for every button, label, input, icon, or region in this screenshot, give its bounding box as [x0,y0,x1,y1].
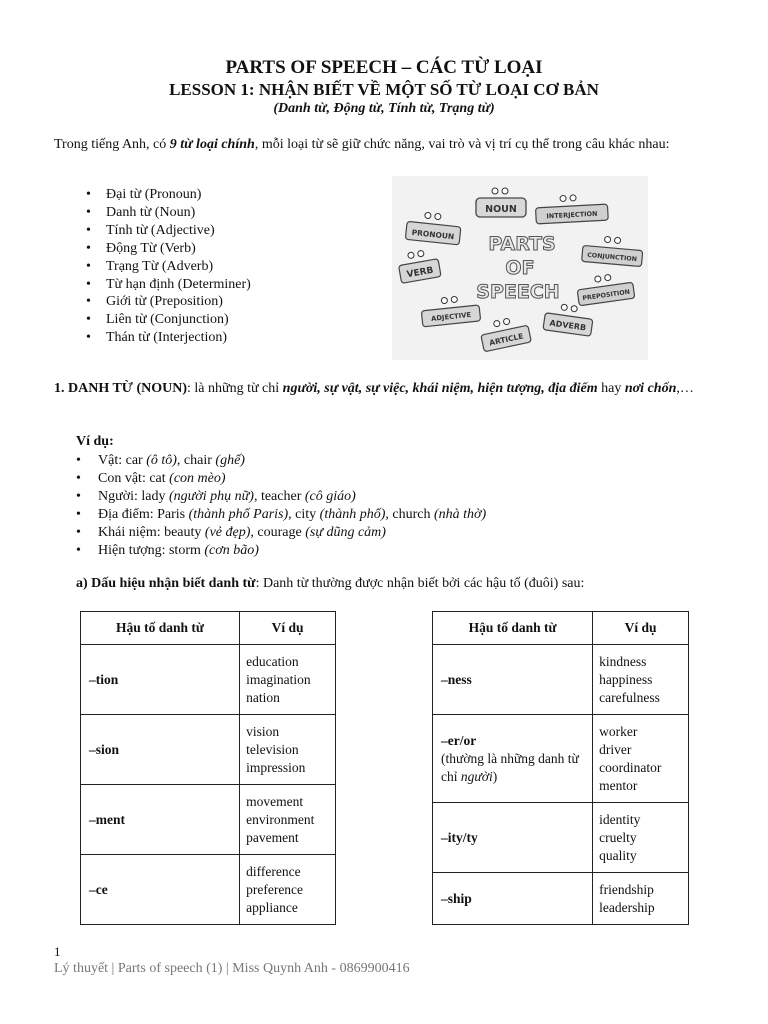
verb-label: VERB [406,265,435,281]
word-type-item: • Liên từ (Conjunction) [86,311,251,329]
example-item: • Hiện tượng: storm (cơn bão) [76,542,486,560]
table-row [81,855,336,925]
words-cell: education imagination nation [240,645,336,715]
center-speech: SPEECH [476,281,560,303]
suffix-cell: –ity/ty [433,803,593,873]
header-example: Ví dụ [240,612,336,645]
noun-def-text: : là những từ chỉ [187,381,283,396]
table-header-row [81,612,336,645]
page-footer: Lý thuyết | Parts of speech (1) | Miss Quynh Anh - 0869900416 [54,961,410,976]
header-example: Ví dụ [593,612,689,645]
intro-text-post: , mỗi loại từ sẽ giữ chức năng, vai trò và vị trí cụ thể trong câu khác nhau: [254,137,670,152]
noun-definition [54,380,704,398]
intro-emphasis: 9 từ loại chính [169,137,255,152]
page-title: PARTS OF SPEECH – CÁC TỪ LOẠI [225,57,543,78]
word-type-item: • Tính từ (Adjective) [86,222,251,240]
adverb-label: ADVERB [548,318,587,333]
table-row [433,645,689,715]
word-type-item: • Thán từ (Interjection) [86,329,251,347]
suffix-cell: –ship [433,873,593,925]
word-type-item: • Động Từ (Verb) [86,240,251,258]
header-suffix: Hậu tố danh từ [433,612,593,645]
suffix-cell: –ce [81,855,240,925]
intro-text-pre: Trong tiếng Anh, có [54,137,170,152]
intro-paragraph [54,136,694,154]
noun-label: NOUN [485,204,517,215]
pronoun-label: PRONOUN [411,227,455,242]
word-type-item: • Đại từ (Pronoun) [86,186,251,204]
table-row [81,785,336,855]
parts-of-speech-illustration [392,176,648,360]
page-number: 1 [54,944,61,959]
suffix-cell: –ment [81,785,240,855]
conjunction-label: CONJUNCTION [586,251,638,264]
center-parts: PARTS [488,233,556,255]
example-item: • Con vật: cat (con mèo) [76,470,486,488]
words-cell: identity cruelty quality [593,803,689,873]
suffix-table-left [80,611,336,925]
words-cell: worker driver coordinator mentor [593,715,689,803]
center-of: OF [505,257,535,279]
noun-def-end: ,… [676,381,694,396]
suffix-cell: –er/or (thường là những danh từ chỉ người) [433,715,593,803]
words-cell: vision television impression [240,715,336,785]
suffix-intro-text: : Danh từ thường được nhận biết bởi các hậu tố (đuôi) sau: [255,576,585,591]
words-cell: movement environment pavement [240,785,336,855]
noun-heading: 1. DANH TỪ (NOUN) [54,381,187,396]
suffix-cell: –sion [81,715,240,785]
example-item: • Người: lady (người phụ nữ), teacher (cô giáo) [76,488,486,506]
suffix-cell: –tion [81,645,240,715]
word-type-item: • Trạng Từ (Adverb) [86,258,251,276]
words-cell: kindness happiness carefulness [593,645,689,715]
example-item: • Vật: car (ô tô), chair (ghế) [76,452,486,470]
table-row [81,715,336,785]
interjection-label: INTERJECTION [546,209,598,221]
lesson-title: LESSON 1: NHẬN BIẾT VỀ MỘT SỐ TỪ LOẠI CƠ BẢN [169,80,599,99]
example-item: • Địa điểm: Paris (thành phố Paris), city (thành phố), church (nhà thờ) [76,506,486,524]
preposition-label: PREPOSITION [582,288,631,303]
article-label: ARTICLE [488,331,525,348]
table-row [433,803,689,873]
suffix-intro [76,576,584,592]
word-type-item: • Giới từ (Preposition) [86,293,251,311]
noun-def-mid: hay [597,381,625,396]
adjective-label: ADJECTIVE [430,310,472,323]
noun-def-emphasis-2: nơi chốn [624,381,677,396]
words-cell: difference preference appliance [240,855,336,925]
examples-heading: Ví dụ: [76,434,114,449]
word-type-item: • Từ hạn định (Determiner) [86,276,251,294]
word-types-list [86,186,251,347]
suffix-intro-label: a) Dấu hiệu nhận biết danh từ [76,576,256,591]
table-row [433,873,689,925]
examples-list [76,452,486,559]
table-row [81,645,336,715]
suffix-table-right [432,611,689,925]
example-item: • Khái niệm: beauty (vẻ đẹp), courage (sự dũng cảm) [76,524,486,542]
header-suffix: Hậu tố danh từ [81,612,240,645]
lesson-subtitle: (Danh từ, Động từ, Tính từ, Trạng từ) [273,101,495,116]
table-header-row [433,612,689,645]
table-row [433,715,689,803]
word-type-item: • Danh từ (Noun) [86,204,251,222]
words-cell: friendship leadership [593,873,689,925]
suffix-cell: –ness [433,645,593,715]
noun-def-emphasis: người, sự vật, sự việc, khái niệm, hiện tượng, địa điểm [282,381,598,396]
